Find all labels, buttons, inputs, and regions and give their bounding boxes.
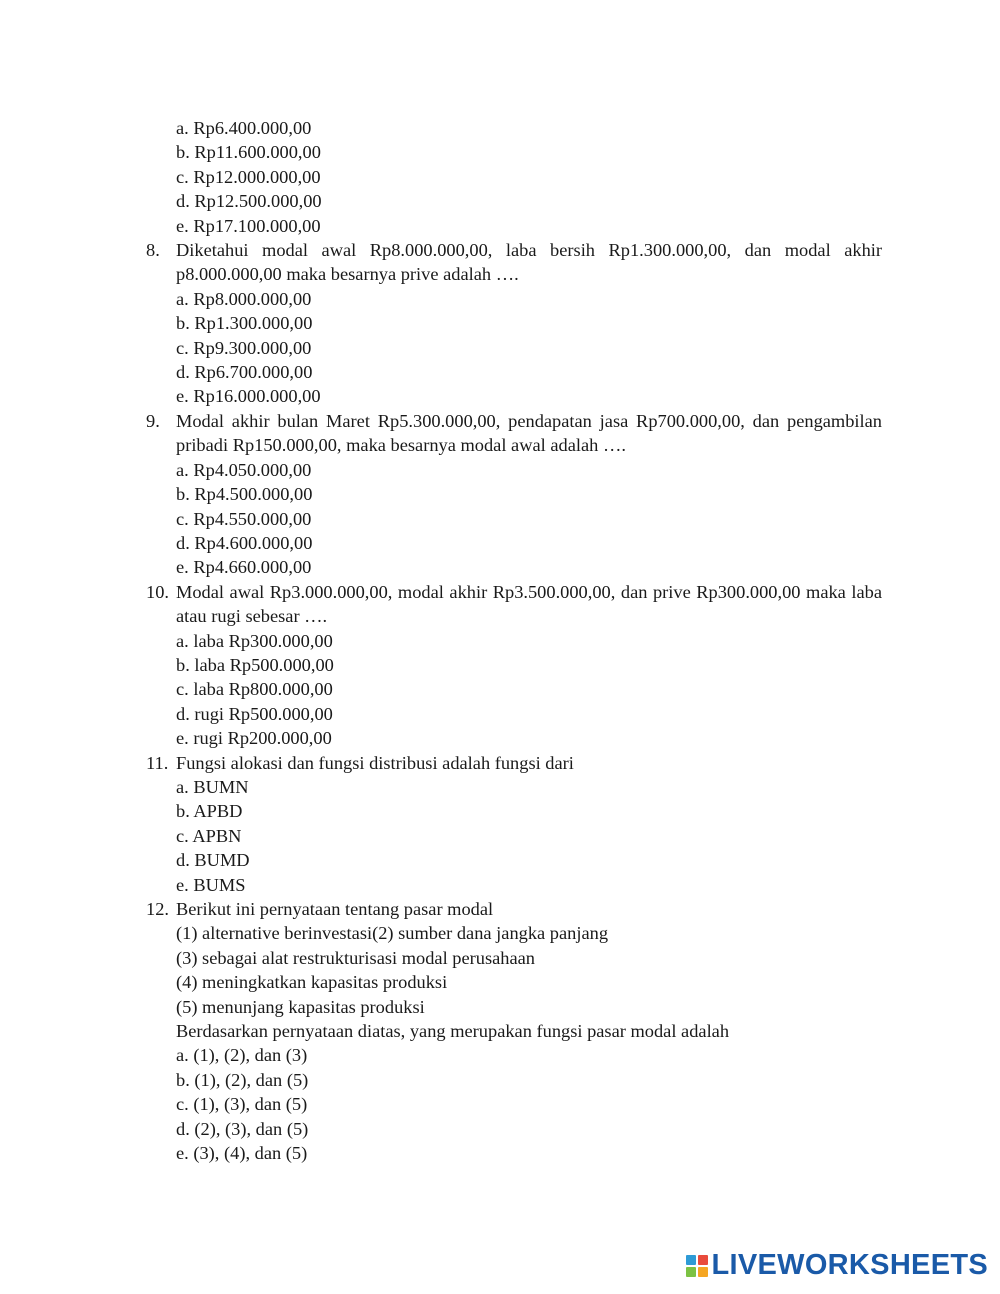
question-12: [146, 897, 882, 1165]
question-11-stem: [146, 751, 882, 775]
option-e[interactable]: e. (3), (4), dan (5): [176, 1143, 308, 1164]
option-b[interactable]: b. APBD: [176, 801, 243, 822]
option-b[interactable]: b. Rp1.300.000,00: [176, 313, 313, 334]
option-c[interactable]: c. Rp12.000.000,00: [176, 166, 321, 187]
question-text: Modal akhir bulan Maret Rp5.300.000,00, pendapatan jasa Rp700.000,00, dan pengambilan pribadi Rp150.000,00, maka besarnya modal awal adalah ….: [176, 410, 882, 456]
option-c[interactable]: c. APBN: [176, 825, 242, 846]
option-b[interactable]: b. Rp4.500.000,00: [176, 484, 313, 505]
question-text: Berikut ini pernyataan tentang pasar modal: [176, 899, 494, 919]
question-number: 10.: [146, 581, 169, 602]
option-c[interactable]: c. (1), (3), dan (5): [176, 1094, 308, 1115]
option-e[interactable]: e. BUMS: [176, 874, 246, 895]
statement-4: (4) meningkatkan kapasitas produksi: [176, 972, 448, 993]
option-d[interactable]: d. Rp6.700.000,00: [176, 362, 313, 383]
option-d[interactable]: d. Rp4.600.000,00: [176, 532, 313, 553]
option-a[interactable]: a. BUMN: [176, 776, 249, 797]
option-b[interactable]: b. Rp11.600.000,00: [176, 142, 321, 163]
question-8-stem: [146, 238, 882, 287]
question-7-options: [146, 116, 882, 238]
question-number: 8.: [146, 240, 160, 261]
option-d[interactable]: d. Rp12.500.000,00: [176, 191, 322, 212]
option-e[interactable]: e. Rp17.100.000,00: [176, 215, 321, 236]
option-a[interactable]: a. Rp6.400.000,00: [176, 118, 312, 138]
option-a[interactable]: a. Rp4.050.000,00: [176, 459, 312, 480]
question-12-stem: [146, 897, 882, 921]
option-c[interactable]: c. laba Rp800.000,00: [176, 679, 333, 700]
option-a[interactable]: a. Rp8.000.000,00: [176, 288, 312, 309]
question-9: [146, 409, 882, 580]
question-prompt: Berdasarkan pernyataan diatas, yang merupakan fungsi pasar modal adalah: [176, 1021, 730, 1042]
option-a[interactable]: a. (1), (2), dan (3): [176, 1045, 308, 1066]
question-text: Fungsi alokasi dan fungsi distribusi adalah fungsi dari: [176, 752, 574, 773]
question-11: [146, 751, 882, 897]
statement-5: (5) menunjang kapasitas produksi: [176, 996, 425, 1017]
worksheet-content: [146, 116, 882, 1165]
liveworksheets-logo: [686, 1249, 989, 1282]
statement-1-2: (1) alternative berinvestasi(2) sumber dana jangka panjang: [176, 923, 609, 944]
logo-text: LIVEWORKSHEETS: [711, 1249, 988, 1281]
liveworksheets-logo-icon: [686, 1255, 708, 1277]
option-d[interactable]: d. rugi Rp500.000,00: [176, 703, 333, 724]
option-d[interactable]: d. (2), (3), dan (5): [176, 1118, 309, 1139]
question-number: 12.: [146, 899, 169, 919]
option-d[interactable]: d. BUMD: [176, 850, 250, 871]
option-e[interactable]: e. rugi Rp200.000,00: [176, 728, 332, 749]
question-10-stem: [146, 580, 882, 629]
option-b[interactable]: b. (1), (2), dan (5): [176, 1069, 309, 1090]
question-text: Modal awal Rp3.000.000,00, modal akhir Rp3.500.000,00, dan prive Rp300.000,00 maka laba atau rugi sebesar ….: [176, 581, 882, 627]
question-text: Diketahui modal awal Rp8.000.000,00, laba bersih Rp1.300.000,00, dan modal akhir p8.000.000,00 maka besarnya prive adalah ….: [176, 240, 882, 285]
option-e[interactable]: e. Rp4.660.000,00: [176, 557, 312, 578]
option-e[interactable]: e. Rp16.000.000,00: [176, 386, 321, 407]
question-number: 9.: [146, 410, 160, 431]
question-9-stem: [146, 409, 882, 458]
question-10: [146, 580, 882, 751]
option-c[interactable]: c. Rp9.300.000,00: [176, 337, 312, 358]
option-a[interactable]: a. laba Rp300.000,00: [176, 630, 333, 651]
question-8: [146, 238, 882, 409]
option-c[interactable]: c. Rp4.550.000,00: [176, 508, 312, 529]
option-b[interactable]: b. laba Rp500.000,00: [176, 654, 334, 675]
statement-3: (3) sebagai alat restrukturisasi modal perusahaan: [176, 947, 535, 968]
question-number: 11.: [146, 752, 169, 773]
